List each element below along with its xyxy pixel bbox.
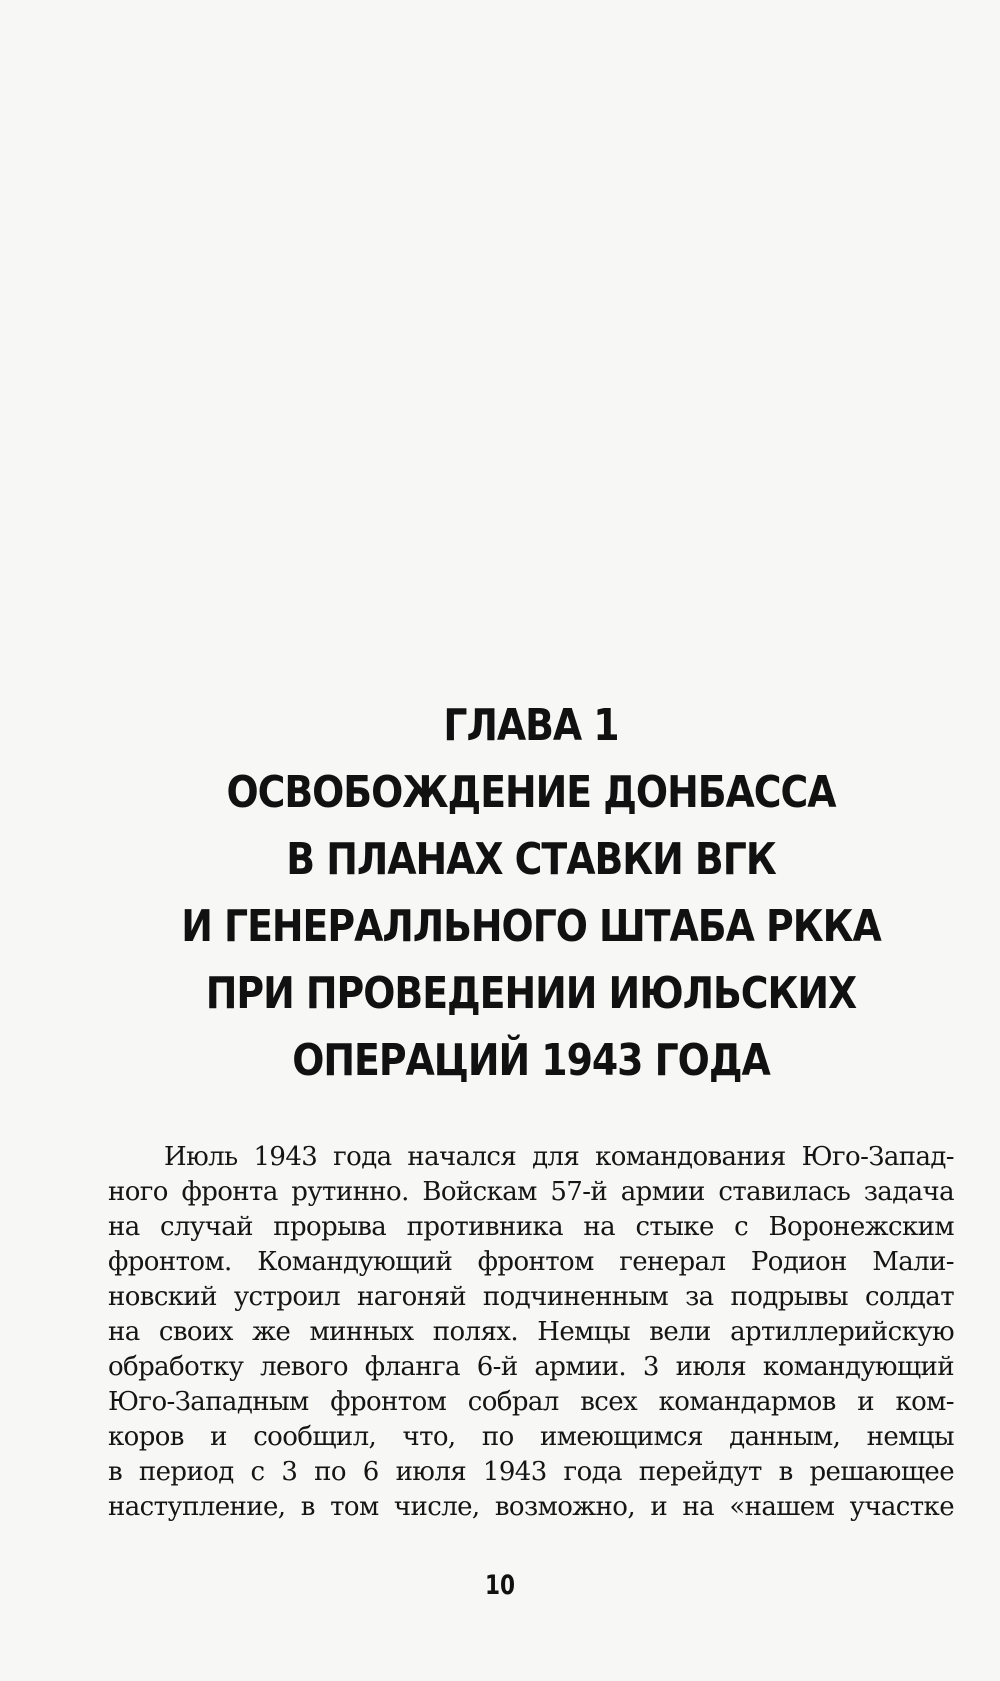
body-text-line: на случай прорыва противника на стыке с Воронежским (108, 1212, 954, 1242)
chapter-heading-line: ОПЕРАЦИЙ 1943 ГОДА (292, 1035, 770, 1086)
body-text-line: наступление, в том числе, возможно, и на «нашем участке (108, 1492, 954, 1522)
body-text-line: на своих же минных полях. Немцы вели артиллерийскую (108, 1317, 954, 1347)
body-text-line: обработку левого фланга 6-й армии. 3 июля командующий (108, 1352, 954, 1382)
body-text-line: Юго-Западным фронтом собрал всех командармов и ком- (108, 1387, 954, 1417)
page-number: 10 (484, 1570, 516, 1601)
body-paragraph (108, 1140, 954, 1525)
chapter-heading-line: ПРИ ПРОВЕДЕНИИ ИЮЛЬСКИХ (205, 968, 857, 1019)
body-text-line: коров и сообщил, что, по имеющимся данным, немцы (108, 1422, 954, 1452)
chapter-heading-line: ГЛАВА 1 (443, 700, 619, 751)
body-text-line: новский устроил нагоняй подчиненным за подрывы солдат (108, 1282, 954, 1312)
body-text-line: в период с 3 по 6 июля 1943 года перейдут в решающее (108, 1457, 954, 1487)
chapter-heading-line: И ГЕНЕРАЛЛЬНОГО ШТАБА РККА (181, 901, 881, 952)
body-text-line: Июль 1943 года начался для командования Юго-Запад- (164, 1142, 954, 1172)
chapter-heading (167, 692, 895, 1094)
body-text-line: ного фронта рутинно. Войскам 57-й армии ставилась задача (108, 1177, 954, 1207)
chapter-heading-line: ОСВОБОЖДЕНИЕ ДОНБАССА (226, 767, 836, 818)
body-text-line: фронтом. Командующий фронтом генерал Родион Мали- (108, 1247, 954, 1277)
chapter-heading-line: В ПЛАНАХ СТАВКИ ВГК (286, 834, 776, 885)
